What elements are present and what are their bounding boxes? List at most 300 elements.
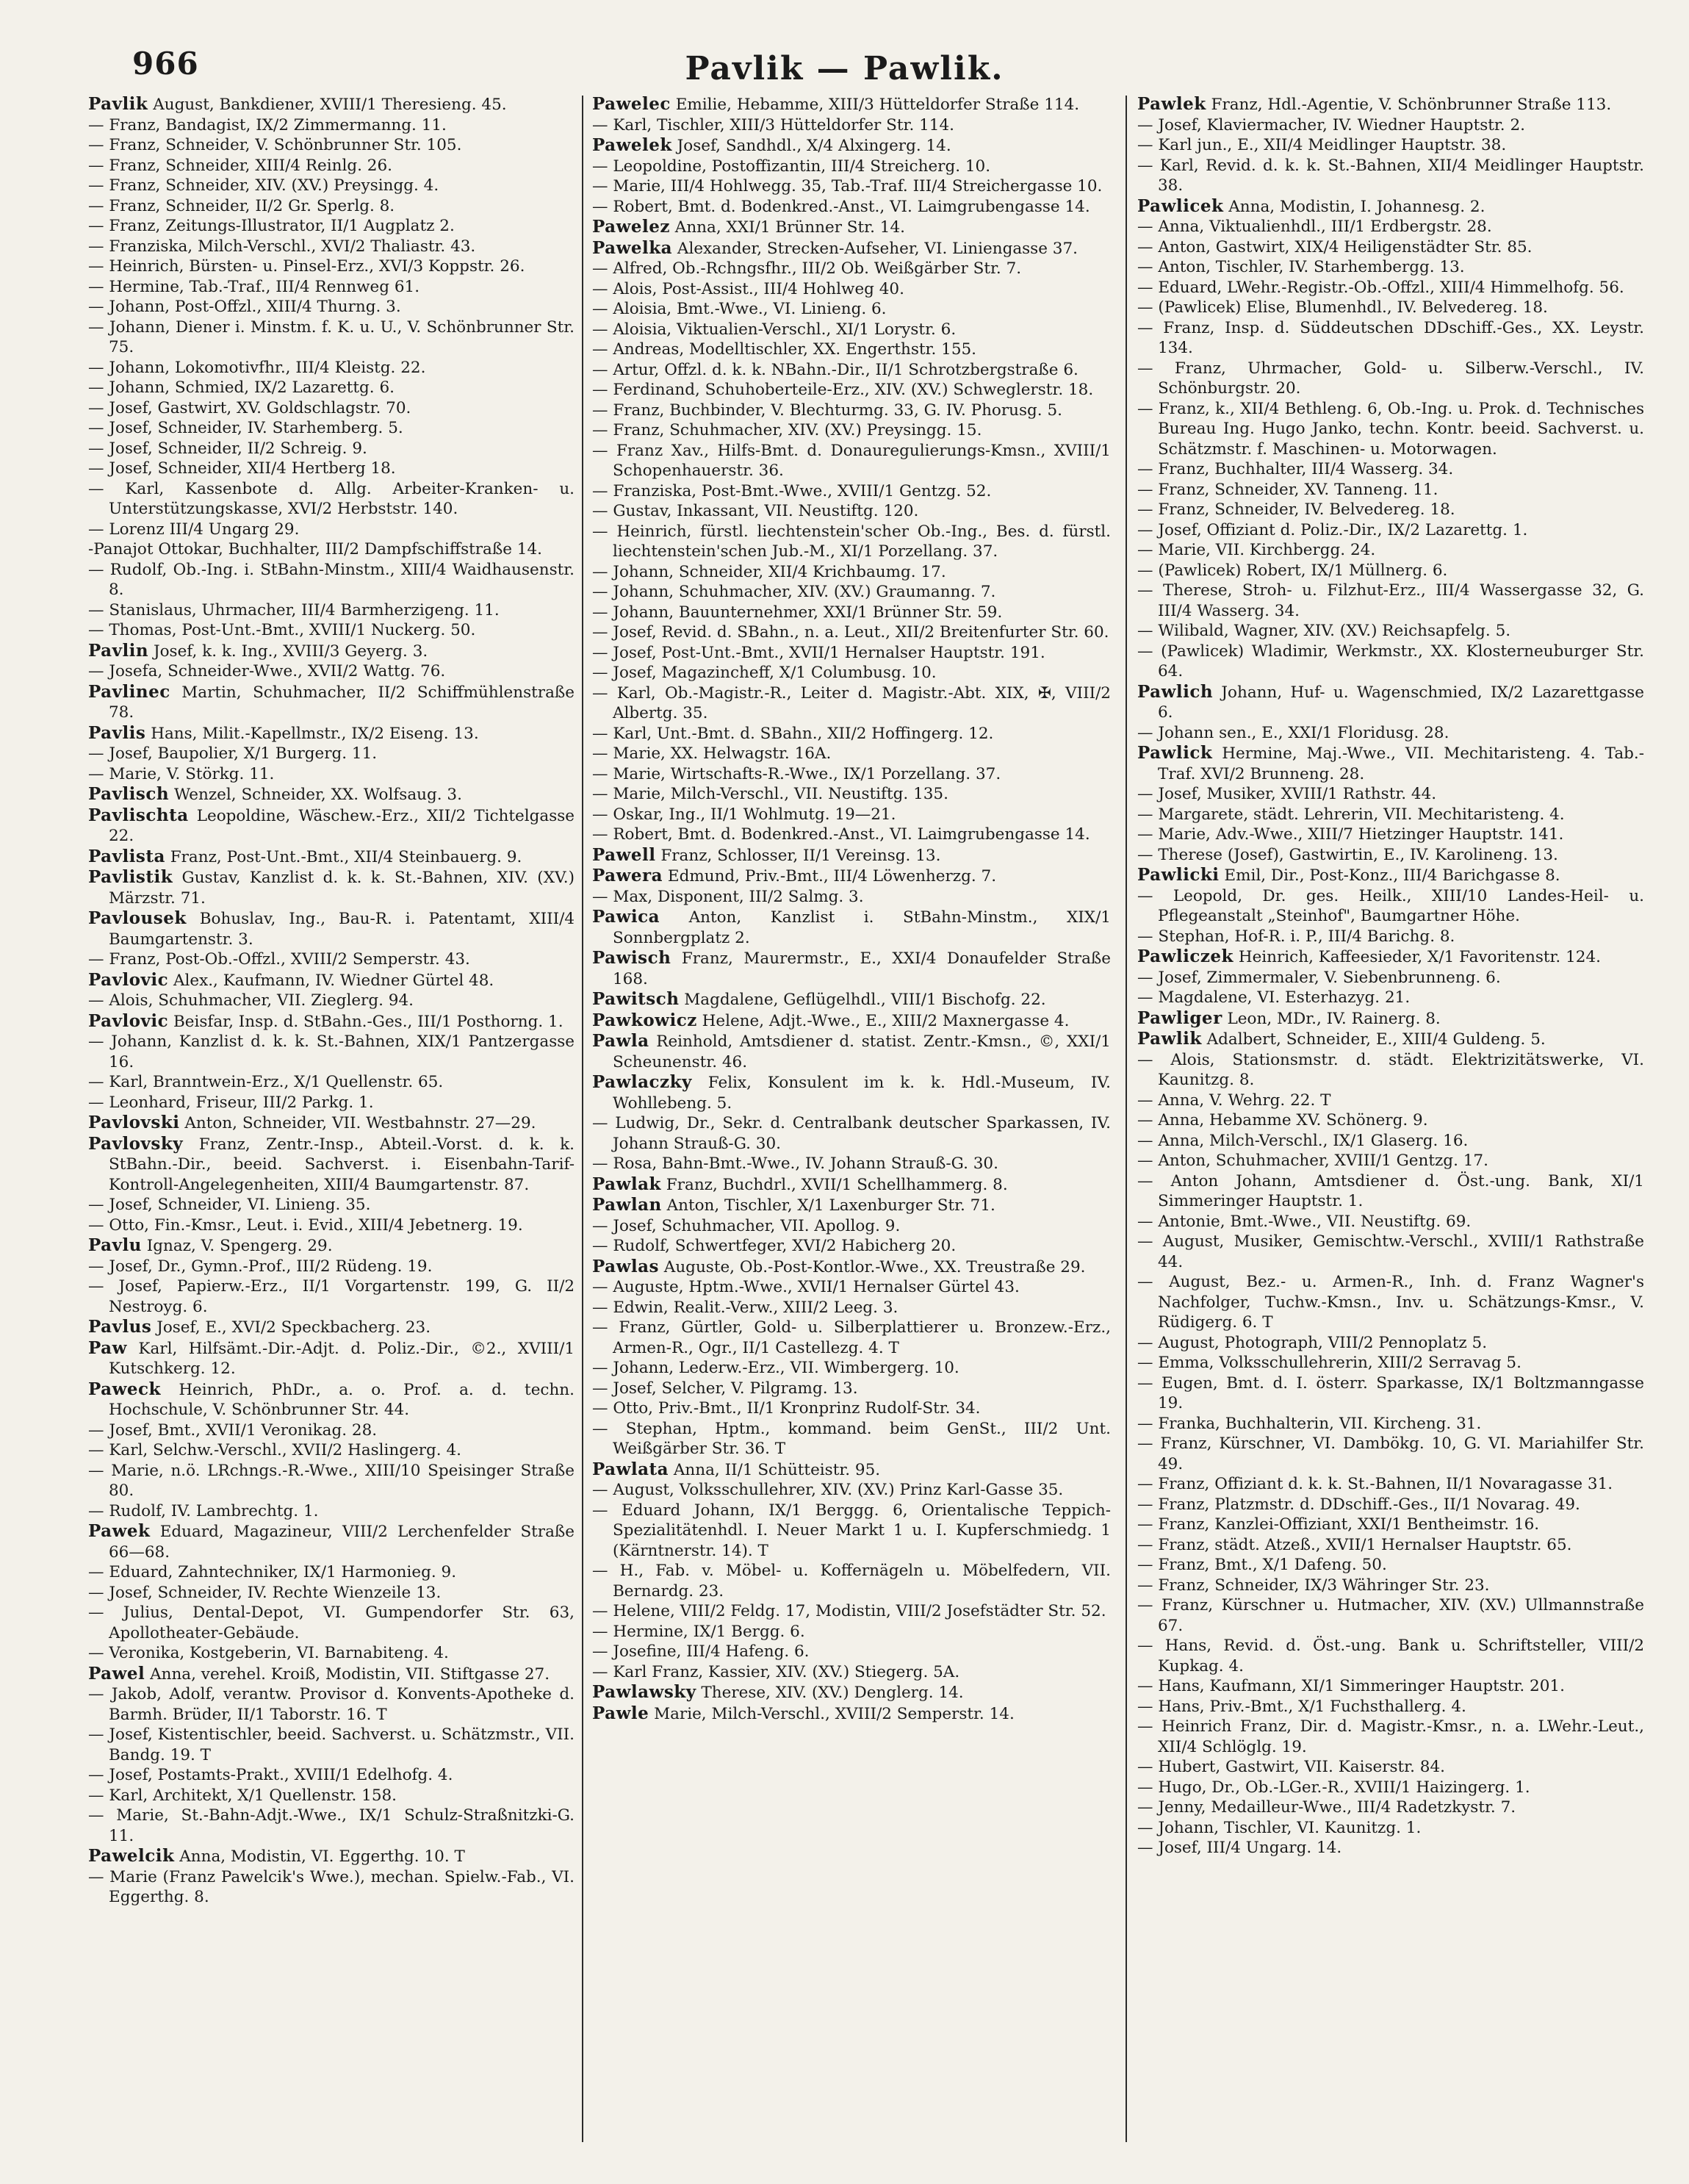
entry-text: — Franz, Schneider, XIII/4 Reinlg. 26.	[88, 156, 393, 175]
entry-text: — Franka, Buchhalterin, VII. Kircheng. 31.	[1137, 1414, 1482, 1433]
entry-text: Magdalene, Geflügelhdl., VIII/1 Bischofg. 22.	[679, 991, 1046, 1009]
entry-text: — Marie, St.-Bahn-Adjt.-Wwe., IX/1 Schulz-Straßnitzki-G. 11.	[88, 1806, 575, 1845]
entry-text: Franz, Hdl.-Agentie, V. Schönbrunner Straße 113.	[1206, 96, 1612, 114]
directory-entry	[592, 481, 1111, 502]
entry-surname: Pavlisch	[88, 784, 170, 804]
entry-text: — Marie, Wirtschafts-R.-Wwe., IX/1 Porzellang. 37.	[592, 764, 1001, 783]
entry-surname: Pavlovic	[88, 969, 169, 990]
entry-text: — Hans, Kaufmann, XI/1 Simmeringer Hauptstr. 201.	[1137, 1677, 1565, 1695]
directory-entry	[592, 1257, 1111, 1278]
entry-text: Emil, Dir., Post-Konz., III/4 Barichgasse 8.	[1219, 866, 1560, 885]
entry-text: — Josef, Zimmermaler, V. Siebenbrunneng. 6.	[1137, 968, 1501, 987]
entry-surname: Pawliczek	[1137, 946, 1234, 966]
directory-entry	[88, 297, 575, 317]
entry-text: — Franz, Schneider, IX/3 Währinger Str. 23.	[1137, 1576, 1490, 1595]
entry-text: — Josef, Revid. d. SBahn., n. a. Leut., XII/2 Breitenfurter Str. 60.	[592, 623, 1109, 642]
directory-entry	[1137, 1778, 1644, 1798]
directory-entry	[1137, 825, 1644, 845]
entry-text: — Marie, Adv.-Wwe., XIII/7 Hietzinger Hauptstr. 141.	[1137, 825, 1564, 844]
entry-text: — Anna, V. Wehrg. 22. T	[1137, 1091, 1331, 1110]
directory-entry	[592, 380, 1111, 400]
entry-text: Felix, Konsulent im k. k. Hdl.-Museum, IV. Wohllebeng. 5.	[613, 1074, 1111, 1113]
entry-surname: Pavlin	[88, 640, 149, 661]
directory-entry	[1137, 1232, 1644, 1272]
directory-entry	[1137, 682, 1644, 723]
entry-text: — Josef, Schneider, IV. Rechte Wienzeile 13.	[88, 1583, 442, 1602]
entry-text: Heinrich, PhDr., a. o. Prof. a. d. techn. Hochschule, V. Schönbrunner Str. 44.	[109, 1380, 575, 1419]
entry-text: — Franziska, Milch-Verschl., XVI/2 Thaliastr. 43.	[88, 237, 476, 256]
column-rule	[1126, 96, 1127, 2142]
entry-surname: Pavlovski	[88, 1113, 180, 1132]
entry-text: Anna, Modistin, I. Johannesg. 2.	[1223, 197, 1485, 216]
entry-surname: Pawliger	[1137, 1007, 1222, 1028]
directory-entry	[88, 1134, 575, 1196]
entry-text: — Johann, Diener i. Minstm. f. K. u. U., V. Schönbrunner Str. 75.	[88, 317, 575, 356]
directory-entry	[592, 1459, 1111, 1481]
directory-entry	[592, 989, 1111, 1010]
entry-text: — Rosa, Bahn-Bmt.-Wwe., IV. Johann Strauß-G. 30.	[592, 1154, 998, 1173]
directory-entry	[1137, 1676, 1644, 1697]
directory-entry	[592, 157, 1111, 177]
entry-text: — Otto, Priv.-Bmt., II/1 Kronprinz Rudolf-Str. 34.	[592, 1399, 981, 1418]
directory-entry	[1137, 1272, 1644, 1333]
entry-text: Josef, E., XVI/2 Speckbacherg. 23.	[151, 1318, 431, 1337]
entry-surname: Pavlovic	[88, 1010, 169, 1031]
directory-entry	[1137, 723, 1644, 744]
directory-entry	[592, 197, 1111, 218]
directory-entry	[1137, 1697, 1644, 1717]
directory-entry	[1137, 1515, 1644, 1535]
directory-entry	[592, 1154, 1111, 1174]
directory-entry	[88, 723, 575, 744]
directory-entry	[1137, 886, 1644, 927]
directory-entry	[88, 1684, 575, 1725]
entry-text: Therese, XIV. (XV.) Denglerg. 14.	[696, 1684, 964, 1702]
directory-entry	[592, 784, 1111, 805]
entry-surname: Pawlicki	[1137, 865, 1220, 885]
entry-text: -Panajot Ottokar, Buchhalter, III/2 Dampfschiffstraße 14.	[88, 540, 542, 558]
entry-text: — Franz, Offiziant d. k. k. St.-Bahnen, II/1 Novaragasse 31.	[1137, 1475, 1613, 1493]
entry-text: Martin, Schuhmacher, II/2 Schiffmühlenstraße 78.	[109, 683, 575, 722]
directory-entry	[88, 378, 575, 398]
directory-entry	[1137, 1414, 1644, 1434]
entry-text: — Ferdinand, Schuhoberteile-Erz., XIV. (XV.) Schweglerstr. 18.	[592, 381, 1094, 399]
entry-text: Wenzel, Schneider, XX. Wolfsaug. 3.	[169, 786, 462, 804]
entry-surname: Pawelec	[592, 94, 671, 114]
entry-text: — Auguste, Hptm.-Wwe., XVII/1 Hernalser Gürtel 43.	[592, 1278, 1020, 1296]
directory-entry	[592, 744, 1111, 764]
directory-entry	[592, 1398, 1111, 1419]
entry-text: — Leopoldine, Postoffizantin, III/4 Streicherg. 10.	[592, 157, 991, 176]
directory-entry	[592, 360, 1111, 381]
directory-entry	[592, 1419, 1111, 1459]
directory-entry	[88, 560, 575, 600]
directory-entry	[88, 1317, 575, 1338]
directory-entry	[88, 1846, 575, 1867]
directory-entry	[1137, 1434, 1644, 1474]
entry-surname: Paw	[88, 1337, 127, 1358]
entry-text: — Franz, Gürtler, Gold- u. Silberplattierer u. Bronzew.-Erz., Armen-R., Ogr., II/1 Castellezg. 4. T	[592, 1318, 1111, 1357]
entry-surname: Pawlek	[1137, 94, 1206, 114]
entry-text: — Alois, Post-Assist., III/4 Hohlweg 40.	[592, 279, 904, 298]
directory-entry	[88, 358, 575, 378]
entry-text: — Alois, Stationsmstr. d. städt. Elektrizitätswerke, VI. Kaunitzg. 8.	[1137, 1050, 1644, 1089]
directory-entry	[592, 643, 1111, 664]
directory-entry	[1137, 1595, 1644, 1636]
directory-entry	[88, 1725, 575, 1765]
directory-entry	[1137, 359, 1644, 399]
entry-text: — Heinrich, fürstl. liechtenstein'scher Ob.-Ing., Bes. d. fürstl. liechtenstein'schen Jub.-M., XI/1 Porzellang. 37.	[592, 522, 1111, 561]
entry-text: — Emma, Volksschullehrerin, XIII/2 Serravag 5.	[1137, 1354, 1521, 1372]
entry-surname: Pawlawsky	[592, 1682, 696, 1702]
entry-text: — Johann, Kanzlist d. k. k. St.-Bahnen, XIX/1 Pantzergasse 16.	[88, 1032, 575, 1071]
directory-entry	[88, 135, 575, 156]
directory-entry	[1137, 743, 1644, 784]
entry-text: — Eduard, Zahntechniker, IX/1 Harmonieg. 9.	[88, 1563, 457, 1581]
directory-entry	[88, 115, 575, 136]
entry-surname: Pavlik	[88, 94, 148, 114]
directory-entry	[592, 1358, 1111, 1379]
entry-text: Anna, XXI/1 Brünner Str. 14.	[669, 218, 905, 237]
directory-entry	[592, 1501, 1111, 1562]
entry-text: — Magdalene, VI. Esterhazyg. 21.	[1137, 988, 1411, 1007]
directory-entry	[1137, 581, 1644, 621]
entry-text: — Johann, Schmied, IX/2 Lazarettg. 6.	[88, 378, 395, 397]
entry-surname: Pavlischta	[88, 805, 189, 825]
directory-entry	[88, 949, 575, 970]
entry-text: — Karl, Kassenbote d. Allg. Arbeiter-Kranken- u. Unterstützungskasse, XVI/2 Herbststr. 140.	[88, 479, 575, 518]
entry-surname: Pawelka	[592, 237, 673, 258]
entry-text: — August, Musiker, Gemischtw.-Verschl., XVIII/1 Rathstraße 44.	[1137, 1232, 1644, 1271]
entry-text: — Franz, Buchbinder, V. Blechturmg. 33, G. IV. Phorusg. 5.	[592, 400, 1062, 420]
entry-surname: Pawlaczky	[592, 1072, 692, 1092]
entry-text: — Marie, Milch-Verschl., VII. Neustiftg. 135.	[592, 785, 948, 803]
directory-entry	[88, 1867, 575, 1908]
entry-surname: Pawica	[592, 907, 660, 927]
entry-text: — Franz, Post-Ob.-Offzl., XVIII/2 Semperstr. 43.	[88, 950, 470, 969]
entry-text: Helene, Adjt.-Wwe., E., XIII/2 Maxnergasse 4.	[696, 1011, 1070, 1030]
directory-entry	[592, 259, 1111, 279]
entry-text: — (Pawlicek) Wladimir, Werkmstr., XX. Klosterneuburger Str. 64.	[1137, 642, 1644, 680]
entry-text: — Franz, Zeitungs-Illustrator, II/1 Augplatz 2.	[88, 217, 455, 235]
directory-entry	[1137, 988, 1644, 1008]
entry-surname: Pawelcik	[88, 1846, 175, 1866]
entry-text: Franz, Zentr.-Insp., Abteil.-Vorst. d. k. k. StBahn.-Dir., beeid. Sachverst. i. Eisenbahn-Tarif-Kontroll-Angelegenheiten, XIII/4 Baumgartenstr. 87.	[109, 1135, 575, 1194]
entry-text: — Antonie, Bmt.-Wwe., VII. Neustiftg. 69.	[1137, 1212, 1472, 1231]
directory-entry	[88, 661, 575, 682]
entry-text: — Johann, Schuhmacher, XIV. (XV.) Graumanng. 7.	[592, 583, 996, 601]
entry-surname: Pawitsch	[592, 989, 680, 1009]
directory-entry	[88, 459, 575, 479]
directory-entry	[88, 1664, 575, 1685]
page-number: 966	[132, 46, 199, 82]
entry-text: Anna, Modistin, VI. Eggerthg. 10. T	[174, 1847, 465, 1866]
entry-text: — Marie, XX. Helwagstr. 16A.	[592, 744, 832, 763]
entry-surname: Pavlovsky	[88, 1133, 184, 1154]
entry-text: — Robert, Bmt. d. Bodenkred.-Anst., VI. Laimgrubengasse 14.	[592, 197, 1090, 216]
entry-text: — Josefine, III/4 Hafeng. 6.	[592, 1642, 810, 1661]
entry-text: — Josef, Magazincheff, X/1 Columbusg. 10.	[592, 664, 937, 682]
directory-entry	[88, 1643, 575, 1664]
entry-text: — Karl, Tischler, XIII/3 Hütteldorfer Str. 114.	[592, 115, 954, 134]
entry-text: — Karl, Architekt, X/1 Quellenstr. 158.	[88, 1786, 397, 1805]
entry-text: — (Pawlicek) Robert, IX/1 Müllnerg. 6.	[1137, 561, 1448, 580]
entry-text: — Franz Xav., Hilfs-Bmt. d. Donauregulierungs-Kmsn., XVIII/1 Schopenhauerstr. 36.	[592, 441, 1111, 480]
directory-entry	[592, 825, 1111, 845]
entry-text: — Franz, Platzmstr. d. DDschiff.-Ges., II/1 Novarag. 49.	[1137, 1495, 1580, 1514]
directory-entry	[1137, 927, 1644, 947]
directory-entry	[1137, 845, 1644, 866]
entry-text: — Josef, Postamts-Prakt., XVIII/1 Edelhofg. 4.	[88, 1766, 453, 1784]
directory-entry	[88, 1113, 575, 1134]
directory-entry	[88, 1215, 575, 1236]
directory-entry	[1137, 1474, 1644, 1495]
entry-text: — Rudolf, IV. Lambrechtg. 1.	[88, 1501, 319, 1520]
entry-surname: Pawlick	[1137, 743, 1213, 763]
entry-text: Hermine, Maj.-Wwe., VII. Mechitaristeng. 4. Tab.-Traf. XVI/2 Brunneng. 28.	[1158, 744, 1644, 783]
page-header: Pavlik — Pawlik.	[685, 50, 1004, 87]
directory-entry	[592, 1236, 1111, 1257]
entry-text: — Karl, Ob.-Magistr.-R., Leiter d. Magistr.-Abt. XIX, ✠, VIII/2 Albertg. 35.	[592, 683, 1111, 722]
entry-text: Anna, verehel. Kroiß, Modistin, VII. Stiftgasse 27.	[145, 1664, 550, 1684]
entry-text: — Marie, n.ö. LRchngs.-R.-Wwe., XIII/10 Speisinger Straße 80.	[88, 1461, 575, 1500]
entry-text: — Otto, Fin.-Kmsr., Leut. i. Evid., XIII/4 Jebetnerg. 19.	[88, 1215, 523, 1235]
directory-entry	[88, 991, 575, 1011]
directory-entry	[1137, 968, 1644, 988]
directory-entry	[592, 522, 1111, 562]
directory-entry	[88, 784, 575, 805]
entry-text: — Franz, Kanzlei-Offiziant, XXI/1 Bentheimstr. 16.	[1137, 1515, 1540, 1534]
entry-text: — Josef, Post-Unt.-Bmt., XVII/1 Hernalser Hauptstr. 191.	[592, 643, 1045, 662]
entry-text: Alexander, Strecken-Aufseher, VI. Liniengasse 37.	[672, 239, 1078, 258]
directory-entry	[88, 970, 575, 991]
entry-text: — Therese, Stroh- u. Filzhut-Erz., III/4 Wassergasse 32, G. III/4 Wasserg. 34.	[1137, 581, 1644, 620]
entry-text: — Anna, Milch-Verschl., IX/1 Glaserg. 16.	[1137, 1131, 1469, 1150]
entry-text: — Johann, Lokomotivfhr., III/4 Kleistg. 22.	[88, 358, 426, 377]
entry-text: — Aloisia, Bmt.-Wwe., VI. Linieng. 6.	[592, 300, 887, 318]
directory-entry	[88, 520, 575, 540]
directory-entry	[88, 1440, 575, 1461]
entry-text: — Franziska, Post-Bmt.-Wwe., XVIII/1 Gentzg. 52.	[592, 481, 992, 500]
directory-entry	[592, 279, 1111, 300]
directory-entry	[592, 501, 1111, 522]
directory-entry	[1137, 946, 1644, 968]
entry-surname: Pawle	[592, 1703, 649, 1723]
directory-entry	[592, 441, 1111, 481]
directory-entry	[88, 1338, 575, 1379]
directory-entry	[1137, 237, 1644, 258]
entry-text: — Artur, Offzl. d. k. k. NBahn.-Dir., II/1 Schrotzbergstraße 6.	[592, 360, 1078, 379]
directory-entry	[88, 620, 575, 641]
directory-entry	[88, 1420, 575, 1441]
directory-entry	[88, 418, 575, 439]
entry-text: Franz, Schlosser, II/1 Vereinsg. 13.	[655, 846, 941, 865]
directory-entry	[592, 1682, 1111, 1703]
directory-entry	[88, 1032, 575, 1072]
entry-text: — Anna, Viktualienhdl., III/1 Erdbergstr. 28.	[1137, 218, 1492, 236]
entry-text: Franz, Maurermstr., E., XXI/4 Donaufelder Straße 168.	[613, 949, 1111, 988]
entry-text: — Karl jun., E., XII/4 Meidlinger Hauptstr. 38.	[1137, 136, 1507, 154]
entry-text: — Johann, Bauunternehmer, XXI/1 Brünner Str. 59.	[592, 603, 1003, 622]
directory-entry	[592, 582, 1111, 603]
entry-text: — Marie, VII. Kirchbergg. 24.	[1137, 541, 1376, 559]
entry-text: Marie, Milch-Verschl., XVIII/2 Semperstr. 14.	[649, 1704, 1015, 1723]
entry-text: — Hermine, Tab.-Traf., III/4 Rennweg 61.	[88, 277, 420, 296]
directory-entry	[88, 1235, 575, 1257]
entry-text: — Stanislaus, Uhrmacher, III/4 Barmherzigeng. 11.	[88, 600, 500, 619]
entry-text: Emilie, Hebamme, XIII/3 Hütteldorfer Straße 114.	[670, 96, 1080, 114]
entry-text: — Josef, Bmt., XVII/1 Veronikag. 28.	[88, 1420, 378, 1440]
entry-text: — Hans, Revid. d. Öst.-ung. Bank u. Schriftsteller, VIII/2 Kupkag. 4.	[1137, 1637, 1644, 1675]
entry-text: — Ludwig, Dr., Sekr. d. Centralbank deutscher Sparkassen, IV. Johann Strauß-G. 30.	[592, 1114, 1111, 1153]
directory-entry	[1137, 1050, 1644, 1091]
entry-text: — Andreas, Modelltischler, XX. Engerthstr. 155.	[592, 340, 977, 359]
entry-text: — Alois, Schuhmacher, VII. Zieglerg. 94.	[88, 991, 414, 1010]
directory-entry	[592, 1031, 1111, 1072]
entry-text: — Therese (Josef), Gastwirtin, E., IV. Karolineng. 13.	[1137, 845, 1558, 864]
directory-entry	[1137, 1495, 1644, 1515]
entry-text: Johann, Huf- u. Wagenschmied, IX/2 Lazarettgasse 6.	[1158, 683, 1644, 722]
entry-text: — Oskar, Ing., II/1 Wohlmutg. 19—21.	[592, 805, 896, 824]
directory-entry	[592, 340, 1111, 360]
directory-entry	[592, 135, 1111, 157]
directory-entry	[88, 317, 575, 358]
entry-text: — Jenny, Medailleur-Wwe., III/4 Radetzkystr. 7.	[1137, 1798, 1516, 1817]
entry-text: — Josef, Kistentischler, beeid. Sachverst. u. Schätzmstr., VII. Bandg. 19. T	[88, 1725, 575, 1764]
directory-entry	[88, 1501, 575, 1522]
directory-entry	[1137, 298, 1644, 318]
directory-entry	[88, 237, 575, 257]
entry-text: — Johann, Schneider, XII/4 Krichbaumg. 17.	[592, 562, 946, 581]
directory-entry	[592, 663, 1111, 683]
entry-text: — Anton, Gastwirt, XIX/4 Heiligenstädter Str. 85.	[1137, 237, 1533, 256]
entry-text: — Anna, Hebamme XV. Schönerg. 9.	[1137, 1111, 1428, 1129]
entry-surname: Pavlinec	[88, 681, 170, 702]
entry-text: — August, Photograph, VIII/2 Pennoplatz 5.	[1137, 1333, 1488, 1352]
directory-entry	[1137, 621, 1644, 642]
directory-entry	[1137, 1797, 1644, 1818]
directory-entry	[1137, 1110, 1644, 1131]
entry-text: — Rudolf, Schwertfeger, XVI/2 Habicherg 20.	[592, 1237, 957, 1255]
directory-entry	[1137, 318, 1644, 359]
directory-entry	[592, 1379, 1111, 1399]
directory-entry	[88, 641, 575, 662]
directory-entry	[1137, 784, 1644, 805]
entry-text: — Leonhard, Friseur, III/2 Parkg. 1.	[88, 1093, 374, 1112]
entry-text: — Johann, Lederw.-Erz., VII. Wimbergerg. 10.	[592, 1359, 959, 1377]
directory-entry	[88, 1276, 575, 1317]
directory-entry	[592, 1072, 1111, 1113]
directory-entry	[592, 94, 1111, 115]
entry-text: — Helene, VIII/2 Feldg. 17, Modistin, VIII/2 Josefstädter Str. 52.	[592, 1602, 1106, 1620]
directory-entry	[1137, 399, 1644, 460]
directory-entry	[592, 1216, 1111, 1237]
directory-entry	[1137, 278, 1644, 298]
entry-surname: Pavlis	[88, 722, 146, 743]
directory-entry	[1137, 1636, 1644, 1676]
entry-text: — (Pawlicek) Elise, Blumenhdl., IV. Belvedereg. 18.	[1137, 298, 1548, 317]
entry-text: — Josef, Schneider, II/2 Schreig. 9.	[88, 439, 367, 458]
directory-entry	[592, 907, 1111, 948]
entry-text: — Eduard, LWehr.-Registr.-Ob.-Offzl., XIII/4 Himmelhofg. 56.	[1137, 278, 1624, 297]
entry-text: — Karl, Unt.-Bmt. d. SBahn., XII/2 Hoffingerg. 12.	[592, 724, 994, 743]
directory-entry	[592, 1174, 1111, 1196]
entry-text: — Hermine, IX/1 Bergg. 6.	[592, 1622, 805, 1641]
entry-text: — Josef, III/4 Ungarg. 14.	[1137, 1839, 1342, 1857]
directory-entry	[88, 1072, 575, 1093]
directory-entry	[592, 217, 1111, 238]
entry-text: — Wilibald, Wagner, XIV. (XV.) Reichsapfelg. 5.	[1137, 622, 1511, 640]
directory-entry	[592, 1113, 1111, 1154]
entry-text: Auguste, Ob.-Post-Kontlor.-Wwe., XX. Treustraße 29.	[658, 1257, 1086, 1276]
directory-entry	[88, 1806, 575, 1846]
entry-text: — Franz, städt. Atzeß., XVII/1 Hernalser Hauptstr. 65.	[1137, 1535, 1572, 1554]
entry-text: — Franz, Schneider, II/2 Gr. Sperlg. 8.	[88, 196, 395, 215]
entry-text: — Leopold, Dr. ges. Heilk., XIII/10 Landes-Heil- u. Pflegeanstalt „Steinhof", Baumgartner Höhe.	[1137, 886, 1644, 925]
entry-text: — Eugen, Bmt. d. I. österr. Sparkasse, IX/1 Boltzmanngasse 19.	[1137, 1373, 1644, 1412]
entry-text: — Jakob, Adolf, verantw. Provisor d. Konvents-Apotheke d. Barmh. Brüder, II/1 Taborstr. 16. T	[88, 1685, 575, 1724]
entry-text: — Marie, III/4 Hohlwegg. 35, Tab.-Traf. III/4 Streichergasse 10.	[592, 177, 1103, 195]
directory-entry	[88, 398, 575, 419]
directory-entry	[1137, 1576, 1644, 1596]
directory-entry	[88, 1257, 575, 1277]
entry-text: — Aloisia, Viktualien-Verschl., XI/1 Lorystr. 6.	[592, 320, 957, 339]
directory-entry	[88, 156, 575, 176]
entry-text: — Veronika, Kostgeberin, VI. Barnabiteng. 4.	[88, 1644, 449, 1662]
entry-text: — Heinrich Franz, Dir. d. Magistr.-Kmsr., n. a. LWehr.-Leut., XII/4 Schlöglg. 19.	[1137, 1717, 1644, 1756]
directory-entry	[592, 845, 1111, 866]
directory-entry	[88, 805, 575, 847]
directory-entry	[592, 603, 1111, 623]
directory-entry	[592, 683, 1111, 724]
entry-text: — August, Bez.- u. Armen-R., Inh. d. Franz Wagner's Nachfolger, Tuchw.-Kmsn., Inv. u. Schätzungs-Kmsr., V. Rüdigerg. 6. T	[1137, 1273, 1644, 1332]
directory-entry	[88, 867, 575, 908]
directory-entry	[1137, 520, 1644, 541]
entry-text: — Rudolf, Ob.-Ing. i. StBahn-Minstm., XIII/4 Waidhausenstr. 8.	[88, 560, 575, 599]
directory-entry	[1137, 642, 1644, 682]
directory-entry	[1137, 500, 1644, 520]
directory-entry	[1137, 217, 1644, 237]
entry-text: Edmund, Priv.-Bmt., III/4 Löwenherzg. 7.	[663, 867, 997, 886]
entry-text: Alex., Kaufmann, IV. Wiedner Gürtel 48.	[168, 971, 494, 990]
entry-text: — Johann, Post-Offzl., XIII/4 Thurng. 3.	[88, 298, 401, 316]
entry-text: — Hans, Priv.-Bmt., X/1 Fuchsthallerg. 4.	[1137, 1697, 1466, 1716]
directory-entry	[88, 1195, 575, 1215]
directory-entry	[1137, 115, 1644, 136]
directory-entry	[592, 1318, 1111, 1358]
entry-text: — Franz, Bandagist, IX/2 Zimmermanng. 11.	[88, 115, 447, 134]
directory-entry	[592, 887, 1111, 908]
column-3	[1137, 94, 1644, 2144]
entry-surname: Pawera	[592, 866, 663, 886]
entry-text: — Anton, Tischler, IV. Starhembergg. 13.	[1137, 258, 1465, 276]
entry-text: — Gustav, Inkassant, VII. Neustiftg. 120.	[592, 502, 919, 520]
entry-text: Heinrich, Kaffeesieder, X/1 Favoritenstr. 124.	[1234, 948, 1601, 966]
entry-surname: Pawlich	[1137, 681, 1214, 702]
entry-text: — Anton, Schuhmacher, XVIII/1 Gentzg. 17.	[1137, 1152, 1488, 1170]
entry-text: — Karl, Revid. d. k. k. St.-Bahnen, XII/4 Meidlinger Hauptstr. 38.	[1137, 156, 1644, 195]
directory-entry	[88, 196, 575, 217]
entry-text: Bohuslav, Ing., Bau-R. i. Patentamt, XIII/4 Baumgartenstr. 3.	[109, 910, 575, 949]
directory-entry	[592, 400, 1111, 421]
entry-surname: Pavlus	[88, 1317, 152, 1337]
directory-entry	[88, 682, 575, 723]
entry-text: — Marie (Franz Pawelcik's Wwe.), mechan. Spielw.-Fab., VI. Eggerthg. 8.	[88, 1867, 575, 1906]
directory-entry	[1137, 1373, 1644, 1414]
entry-text: — Robert, Bmt. d. Bodenkred.-Anst., VI. Laimgrubengasse 14.	[592, 825, 1090, 844]
entry-text: — Edwin, Realit.-Verw., XIII/2 Leeg. 3.	[592, 1298, 898, 1317]
entry-text: Leopoldine, Wäschew.-Erz., XII/2 Tichtelgasse 22.	[109, 806, 575, 845]
